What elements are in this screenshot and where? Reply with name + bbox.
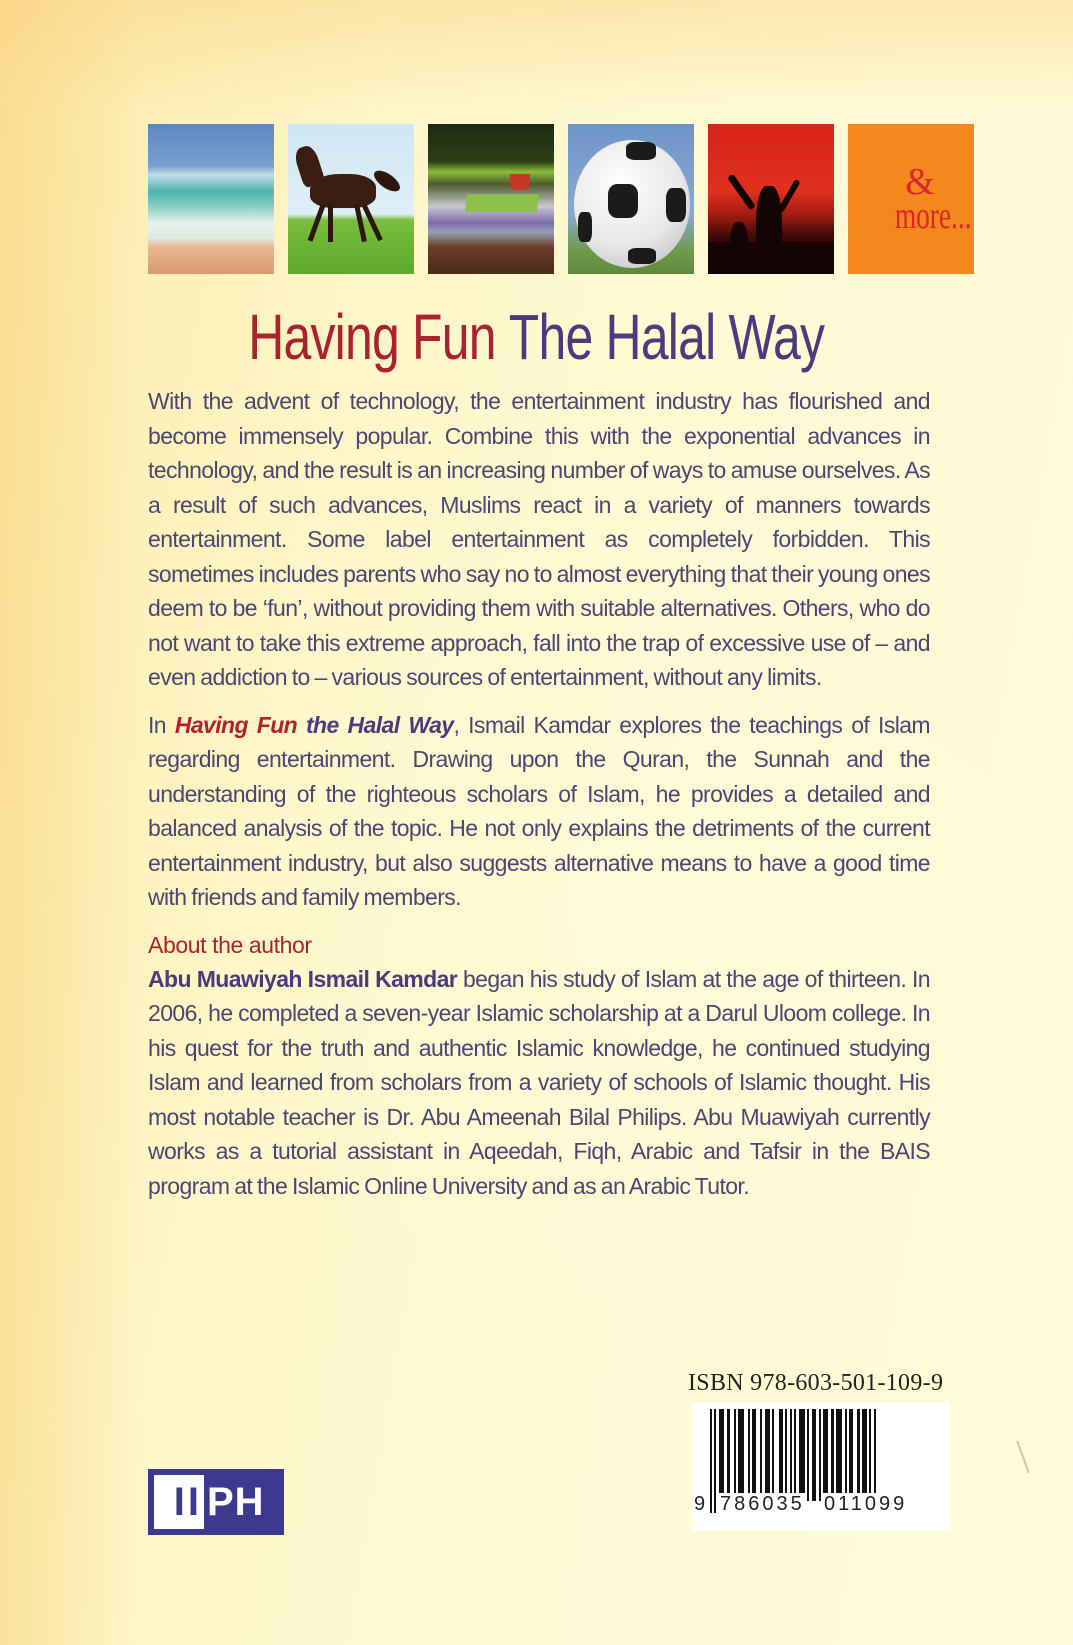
ball-patch-shape	[628, 248, 656, 264]
back-cover-text	[148, 384, 930, 1216]
horse-leg-shape	[308, 204, 326, 241]
photo-crowd-silhouette	[708, 124, 834, 274]
author-bio-text: began his study of Islam at the age of thirteen. In 2006, he completed a seven-year Islamic scholarship at a Darul Uloom college. In his quest for the truth and authentic Islamic knowledge, he continued studying Islam and learned from scholars from a variety of schools of Islamic thought. His most notable teacher is Dr. Abu Ameenah Bilal Philips. Abu Muawiyah currently works as a tutorial assistant in Aqeedah, Fiqh, Arabic and Tafsir in the BAIS program at the Islamic Online University and as an Arabic Tutor.	[148, 965, 930, 1199]
photo-ocean-waves	[148, 124, 274, 274]
logo-letters-ph: PH	[207, 1480, 265, 1524]
ball-patch-shape	[608, 184, 638, 218]
ball-patch-shape	[578, 212, 592, 242]
horse-leg-shape	[328, 204, 333, 242]
silhouette-crowd-base	[708, 242, 834, 274]
description-paragraph-2	[148, 708, 930, 915]
inline-title-halal-way: the Halal Way	[297, 711, 454, 738]
author-name: Abu Muawiyah Ismail Kamdar	[148, 965, 458, 992]
top-edge-shading	[0, 0, 1073, 110]
silhouette-arm	[777, 179, 800, 213]
photo-strip	[148, 124, 974, 274]
paragraph-2-body: , Ismail Kamdar explores the teachings of Islam regarding entertainment. Drawing upon the Quran, the Sunnah and the understanding of the righteous scholars of Islam, he provides a detailed and balanced analysis of the topic. He not only explains the detriments of the current entertainment industry, but also suggests alternative means to have a good time with friends and family members.	[148, 711, 930, 910]
logo-left-box	[151, 1472, 207, 1532]
isbn-label: ISBN 978-603-501-109-9	[688, 1370, 944, 1396]
more-text: more...	[895, 195, 972, 237]
about-author-heading: About the author	[148, 931, 312, 958]
isbn-block	[688, 1370, 968, 1531]
and-more-tile	[848, 124, 974, 274]
author-bio	[148, 962, 930, 1204]
ball-patch-shape	[626, 142, 656, 160]
logo-letters-ii: II	[173, 1480, 202, 1524]
photo-books-table	[428, 124, 554, 274]
photo-horse	[288, 124, 414, 274]
title-part-having-fun: Having Fun	[248, 301, 497, 373]
barcode-first-digit: 9	[694, 1493, 709, 1515]
silhouette-arm	[727, 174, 756, 211]
photo-soccer-ball	[568, 124, 694, 274]
barcode-right-group: 011099	[824, 1493, 908, 1515]
red-cup-shape	[510, 174, 530, 190]
title-part-halal-way: The Halal Way	[509, 301, 825, 373]
book-title	[0, 300, 1073, 374]
horse-body-shape	[310, 174, 376, 208]
ball-patch-shape	[666, 188, 686, 222]
inline-title-having-fun: Having Fun	[174, 711, 298, 738]
barcode	[692, 1403, 950, 1531]
barcode-left-group: 786035	[720, 1493, 805, 1515]
paragraph-2-prefix: In	[148, 711, 175, 738]
left-edge-shading	[0, 0, 140, 1645]
ampersand-text: &	[905, 160, 935, 203]
paper-scratch-mark	[1016, 1441, 1030, 1474]
description-paragraph-1: With the advent of technology, the entertainment industry has flourished and become immensely popular. Combine this with the exponential advances in technology, and the result is an increasing number of ways to amuse ourselves. As a result of such advances, Muslims react in a variety of manners towards entertainment. Some label entertainment as completely forbidden. This sometimes includes parents who say no to almost everything that their young ones deem to be ‘fun’, without providing them with suitable alternatives. Others, who do not want to take this extreme approach, fall into the trap of excessive use of – and even addiction to – various sources of entertainment, without any limits.	[148, 388, 930, 690]
logo-right-box	[207, 1472, 281, 1532]
book-stack-shape	[465, 194, 540, 212]
publisher-logo-iiph	[148, 1469, 284, 1535]
